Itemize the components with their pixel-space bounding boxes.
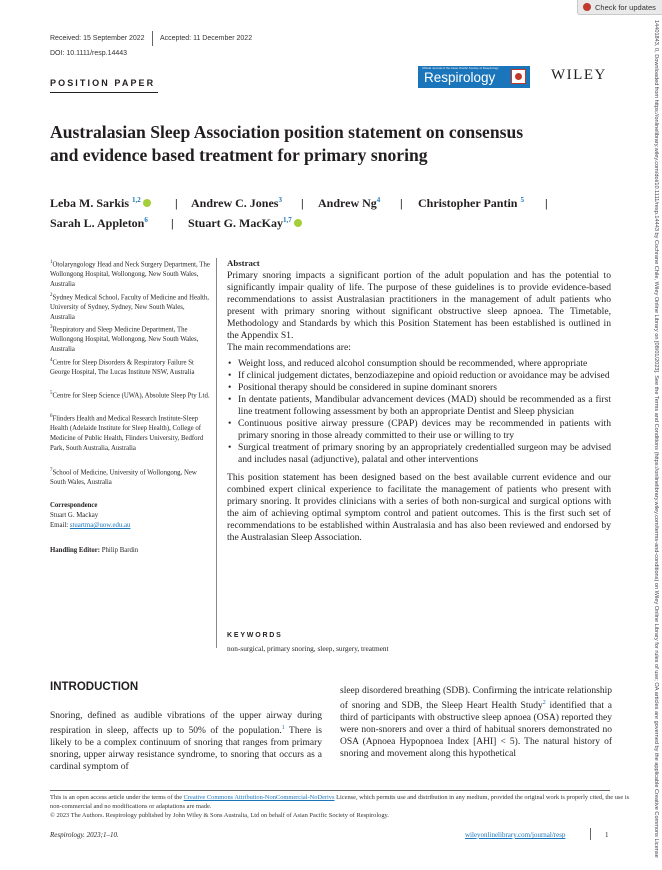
recommendations-list [227,358,611,466]
author-6[interactable]: Stuart G. MacKay$^{1,7}$ [188,216,302,231]
abstract-heading: Abstract [227,258,260,268]
list-item: • In dentate patients, Mandibular advancement devices (MAD) should be recommended as a first line treatment following assessment by both an appropriate Dentist and Sleep physician [227,394,611,418]
page-number: 1 [605,831,609,839]
author-3[interactable]: Andrew Ng$^4$ [318,196,381,210]
list-item: • Weight loss, and reduced alcohol consumption should be recommended, where appropriate [227,358,611,370]
affiliation-6: $^6$Flinders Health and Medical Research Institute-Sleep Health (Adelaide Institute for Sleep Health), College of Medicine of Public Health, Flinders University, Bedford Park, South Australia, Australia [50,414,204,452]
correspondence: Correspondence Stuart G. Mackay Email: stuartma@uow.edu.au [50,502,131,529]
publisher-logo[interactable]: WILEY [551,67,607,83]
doi[interactable]: DOI: 10.1111/resp.14443 [50,50,128,57]
footer-divider [590,828,591,840]
author-separator: | [171,216,174,230]
orcid-icon[interactable] [294,219,302,227]
affiliation-4: $^4$Centre for Sleep Disorders & Respiratory Failure St George Hospital, The Lucas Institute NSW, Australia [50,358,195,377]
list-item: • Positional therapy should be considered in supine dominant snorers [227,382,611,394]
header-divider [152,31,153,46]
author-2[interactable]: Andrew C. Jones$^3$ [191,196,282,210]
list-item: • Continuous positive airway pressure (CPAP) devices may be recommended in patients with primary snoring in those already committed to their use or willing to try [227,418,611,442]
affiliation-5: $^5$Centre for Sleep Science (UWA), Absolute Sleep Pty Ltd. [50,391,210,400]
update-icon [583,3,591,11]
list-item: • If clinical judgement dictates, benzodiazepine and opioid reduction or avoidance may be advised [227,370,611,382]
affiliation-7: $^7$School of Medicine, University of Wollongong, New South Wales, Australia [50,468,197,487]
abstract-body: Primary snoring impacts a significant portion of the adult population and has the potential to significantly impair quality of life. The purpose of these guidelines is to provide evidence-based recommendations to assist Australasian practitioners in the management of adult patients who present with primary snoring without significant obstructive sleep apnoea. The Timetable, Methodology and Standards by which this Position Statement has been established is outlined in the Appendix S1. The main recommendations are: • Weight loss, and reduced alcohol consumption should be recommended, where appropriate • If clinical judgement dictates, benzodiazepine and opioid reduction or avoidance may be advised • Positional therapy should be considered in supine dominant snorers • In dentate patients, Mandibular advancement devices (MAD) should be recommended as a first line treatment following assessment by both an appropriate Dentist and Sleep physician • Continuous positive airway pressure (CPAP) devices may be recommended in patients with primary snoring in those already committed to their use or willing to try • Surgical treatment of primary snoring by an appropriately credentialled surgeon may be advised and includes nasal (adjunctive), palatal and other interventions This position statement has been designed based on the best available current evidence and our combined expert clinical experience to facilitate the management of patients who present with primary snoring. It provides clinicians with a series of both non-surgical and surgical options with the aim of achieving optimal symptom control and patient outcomes. This is the first such set of recommendations to be established within Australasia and has also been reviewed and endorsed by the Australasian Sleep Association. [227,270,611,544]
list-item: • Surgical treatment of primary snoring by an appropriately credentialled surgeon may be advised and includes nasal (adjunctive), palatal and other interventions [227,442,611,466]
author-5[interactable]: Sarah L. Appleton$^6$ [50,216,148,230]
author-separator: | [301,196,304,210]
keywords-label: KEYWORDS [227,632,283,639]
intro-left-column: Snoring, defined as audible vibrations of the upper airway during respiration in sleep, affects up to 50% of the population.$^1$ There is likely to be a complex continuum of snoring that ranges from primary snoring, upper airway resistance syndrome, to snoring that occurs as a cardinal symptom of [50,711,322,773]
footnote-rule [50,790,610,791]
article-title: Australasian Sleep Association position statement on consensus and evidence based treatment for primary snoring [50,122,524,165]
accepted-date: Accepted: 11 December 2022 [160,35,253,42]
keywords-text: non-surgical, primary snoring, sleep, surgery, treatment [227,644,389,653]
section-rule [50,92,158,93]
orcid-icon[interactable] [143,199,151,207]
author-1[interactable]: Leba M. Sarkis $^{1,2}$ [50,196,151,211]
author-separator: | [400,196,403,210]
footer-url[interactable]: wileyonlinelibrary.com/journal/resp [465,831,566,839]
author-separator: | [175,196,178,210]
apsr-logo-icon [511,69,526,84]
affiliation-3: $^3$Respiratory and Sleep Medicine Department, The Wollongong Hospital, Wollongong, New South Wales, Australia [50,325,199,354]
handling-editor: Handling Editor: Philip Bardin [50,547,139,554]
intro-right-column: sleep disordered breathing (SDB). Confirming the intricate relationship of snoring and SDB, the Sleep Heart Health Study$^2$ identified that a third of participants with obstructive sleep apnoea (OSA) reported they were non-snorers and over a third of habitual snorers demonstrated no OSA (Apnoea Hypopnoea Index [AHI] < 5). The natural history of snoring and movement along this hypothetical [340,686,612,760]
affiliation-2: $^2$Sydney Medical School, Faculty of Medicine and Health, University of Sydney, Sydney, New South Wales, Australia [50,293,209,322]
email-link[interactable]: stuartma@uow.edu.au [69,521,131,529]
author-4[interactable]: Christopher Pantin $^5$ [418,196,524,210]
received-date: Received: 15 September 2022 [50,35,145,42]
license-link[interactable]: Creative Commons Attribution-NonCommercial-NoDerivs [183,794,335,801]
intro-heading: INTRODUCTION [50,681,139,693]
author-separator: | [545,196,548,210]
footer-journal: Respirology. 2023;1–10. [50,831,119,839]
license-note: This is an open access article under the terms of the Creative Commons Attribution-NonCommercial-NoDerivs License, which permits use and distribution in any medium, provided the original work is properly cited, the use is non-commercial and no modifications or adaptations are made. [50,794,630,810]
download-side-note: 14401843, 0, Downloaded from https://onlinelibrary.wiley.com/doi/10.1111/resp.14443 by Cochrane Chile, Wiley Online Library on [08/01/2023]. See the Terms and Conditions (https://onlinelibrary.wiley.com/terms-and-conditions) on Wiley Online Library for rules of use; OA articles are governed by the applicable Creative Commons License [653,20,659,858]
check-for-updates-badge[interactable]: Check for updates [577,0,662,15]
journal-logo[interactable]: Official Journal of the Asian Pacific Society of Respirology Respirology [418,66,530,88]
affiliation-1: $^1$Otolaryngology Head and Neck Surgery Department, The Wollongong Hospital, Wollongong, New South Wales, Australia [50,260,210,289]
section-label: POSITION PAPER [50,78,156,88]
copyright: © 2023 The Authors. Respirology published by John Wiley & Sons Australia, Ltd on behalf of Asian Pacific Society of Respirology. [50,812,389,819]
abstract-rule [216,258,217,648]
